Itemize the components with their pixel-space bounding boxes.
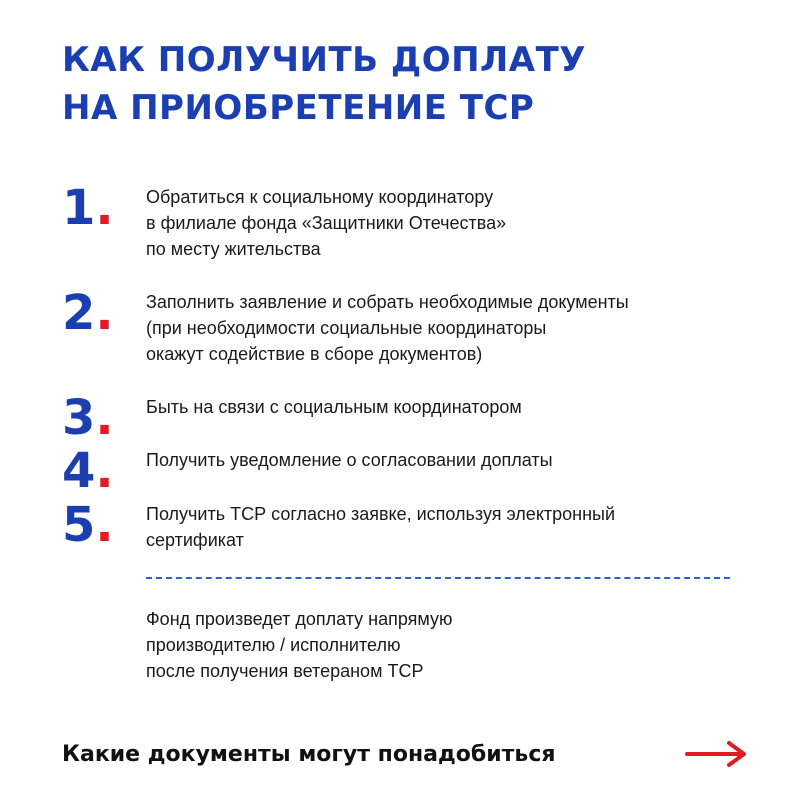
step-number-digit: 2 — [62, 285, 96, 341]
step-text-line: (при необходимости социальные координаторы — [146, 318, 547, 338]
step-text — [146, 184, 746, 262]
step-number — [62, 443, 114, 499]
step-number-digit: 5 — [62, 497, 96, 553]
step-text-line: окажут содействие в сборе документов) — [146, 344, 483, 364]
step-number-dot: . — [95, 443, 114, 499]
next-section-link[interactable]: Какие документы могут понадобиться — [62, 742, 556, 767]
dashed-divider — [146, 577, 730, 579]
arrow-right-icon[interactable] — [684, 738, 750, 770]
page-title-line-2: НА ПРИОБРЕТЕНИЕ ТСР — [62, 88, 535, 128]
step-text-line: Обратиться к социальному координатору — [146, 187, 494, 207]
step-number-digit: 1 — [62, 180, 96, 236]
step-text — [146, 394, 746, 420]
step-text-line: Получить уведомление о согласовании доплаты — [146, 450, 553, 470]
step-text-line: по месту жительства — [146, 239, 321, 259]
note-line: после получения ветераном ТСР — [146, 661, 424, 681]
step-text — [146, 289, 746, 367]
step-number-dot: . — [95, 180, 114, 236]
step-text — [146, 447, 746, 473]
step-text-line: сертификат — [146, 530, 244, 550]
page-title — [62, 36, 586, 132]
step-text-line: Получить ТСР согласно заявке, используя электронный — [146, 504, 616, 524]
step-text-line: Быть на связи с социальным координатором — [146, 397, 522, 417]
step-number-dot: . — [95, 497, 114, 553]
step-number-digit: 4 — [62, 443, 96, 499]
step-text — [146, 501, 746, 553]
note-line: производителю / исполнителю — [146, 635, 401, 655]
step-number-dot: . — [95, 390, 114, 446]
step-text-line: Заполнить заявление и собрать необходимые документы — [146, 292, 629, 312]
step-number-digit: 3 — [62, 390, 96, 446]
step-number — [62, 285, 114, 341]
step-number-dot: . — [95, 285, 114, 341]
step-number — [62, 180, 114, 236]
payment-note — [146, 606, 453, 684]
step-text-line: в филиале фонда «Защитники Отечества» — [146, 213, 507, 233]
note-line: Фонд произведет доплату напрямую — [146, 609, 453, 629]
step-number — [62, 497, 114, 553]
page-title-line-1: КАК ПОЛУЧИТЬ ДОПЛАТУ — [62, 40, 587, 80]
step-number — [62, 390, 114, 446]
